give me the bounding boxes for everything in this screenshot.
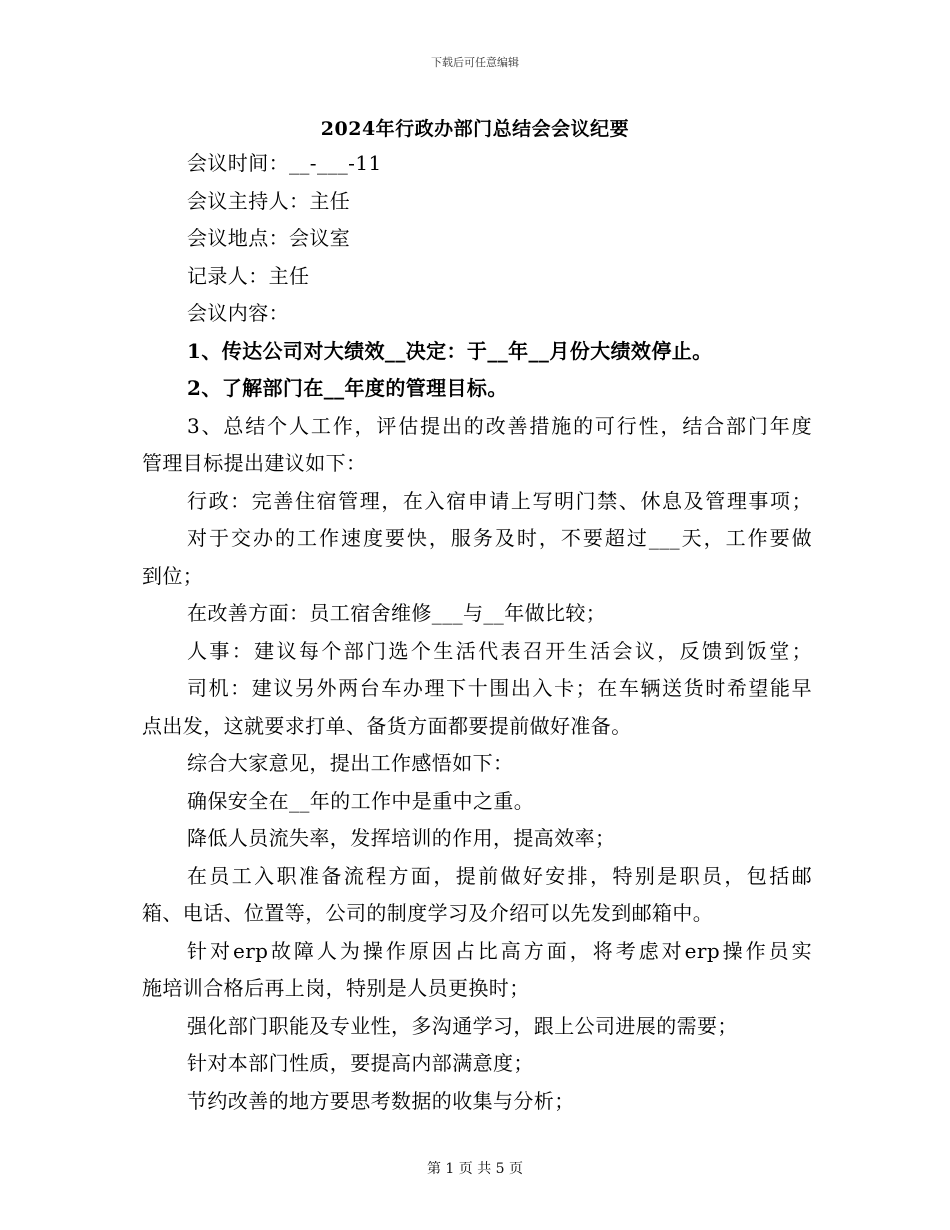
body-line: 施培训合格后再上岗，特别是人员更换时； — [142, 976, 530, 1000]
body-line: 节约改善的地方要思考数据的收集与分析； — [187, 1088, 575, 1113]
body-line: 会议内容： — [187, 301, 289, 325]
document-body — [142, 145, 812, 1120]
body-line: 对于交办的工作速度要快，服务及时，不要超过___天，工作要做 — [187, 526, 812, 550]
body-line: 针对本部门性质，要提高内部满意度； — [187, 1051, 534, 1075]
body-line: 管理目标提出建议如下： — [142, 451, 367, 475]
body-line: 降低人员流失率，发挥培训的作用，提高效率； — [187, 826, 616, 850]
body-line: 会议时间：__-___-11 — [187, 151, 382, 175]
body-line: 强化部门职能及专业性，多沟通学习，跟上公司进展的需要； — [187, 1013, 738, 1038]
body-line: 确保安全在__年的工作中是重中之重。 — [187, 788, 535, 813]
body-line: 会议地点：会议室 — [187, 226, 351, 250]
page-footer: 第 1 页 共 5 页 — [426, 1161, 524, 1177]
body-line: 司机：建议另外两台车办理下十围出入卡；在车辆送货时希望能早 — [187, 676, 812, 700]
body-line: 3、总结个人工作，评估提出的改善措施的可行性，结合部门年度 — [187, 413, 812, 438]
body-line: 针对erp故障人为操作原因占比高方面，将考虑对erp操作员实 — [187, 938, 812, 963]
document-title: 2024年行政办部门总结会会议纪要 — [320, 118, 630, 140]
body-line: 在员工入职准备流程方面，提前做好安排，特别是职员，包括邮 — [187, 863, 812, 888]
body-line: 行政：完善住宿管理，在入宿申请上写明门禁、休息及管理事项； — [187, 488, 812, 513]
body-line: 在改善方面：员工宿舍维修___与__年做比较； — [187, 601, 607, 625]
body-line: 到位； — [142, 563, 204, 588]
body-line: 箱、电话、位置等，公司的制度学习及介绍可以先发到邮箱中。 — [142, 901, 714, 925]
body-line: 人事：建议每个部门选个生活代表召开生活会议，反馈到饭堂； — [187, 638, 812, 663]
body-line: 会议主持人：主任 — [187, 188, 351, 213]
body-line: 综合大家意见，提出工作感悟如下： — [187, 751, 514, 775]
body-line: 点出发，这就要求打单、备货方面都要提前做好准备。 — [142, 713, 632, 738]
body-line: 1、传达公司对大绩效__决定：于__年__月份大绩效停止。 — [187, 338, 713, 363]
header-note: 下载后可任意编辑 — [431, 56, 519, 69]
body-line: 记录人：主任 — [187, 263, 310, 288]
body-line: 2、了解部门在__年度的管理目标。 — [187, 376, 508, 400]
